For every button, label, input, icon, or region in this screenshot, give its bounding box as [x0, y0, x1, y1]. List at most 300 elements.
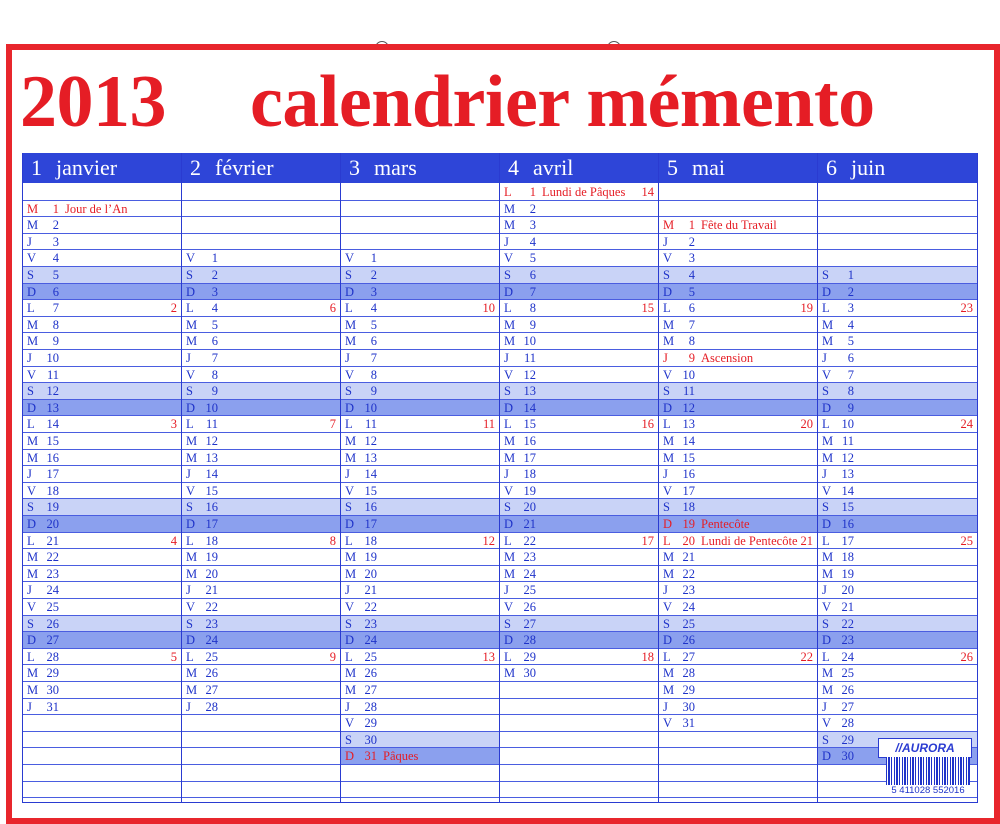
- day-letter: D: [663, 633, 673, 648]
- day-letter: J: [345, 467, 350, 482]
- month-name: février: [215, 155, 274, 180]
- month-column: [818, 153, 977, 802]
- day-number: 15: [364, 483, 377, 498]
- day-letter: M: [663, 666, 675, 681]
- day-number: 30: [682, 699, 695, 714]
- day-letter: M: [186, 450, 198, 465]
- day-letter: S: [186, 500, 193, 515]
- day-number: 2: [370, 268, 377, 282]
- day-number: 2: [211, 268, 218, 282]
- day-number: 19: [682, 517, 695, 531]
- day-row: [818, 400, 977, 417]
- day-number: 12: [682, 400, 695, 415]
- day-letter: M: [27, 450, 39, 465]
- day-row: [341, 599, 499, 616]
- day-number: 1: [370, 251, 377, 266]
- day-number: 12: [841, 450, 854, 465]
- day-number: 15: [205, 483, 218, 498]
- day-row: [341, 317, 499, 334]
- day-letter: S: [27, 268, 34, 282]
- week-number: 15: [641, 301, 654, 316]
- day-number: 3: [688, 251, 695, 266]
- day-row: [500, 350, 658, 367]
- day-row: [182, 649, 340, 666]
- holiday-label: Fête du Travail: [701, 218, 777, 233]
- day-number: 1: [211, 251, 218, 266]
- day-number: 19: [523, 483, 536, 498]
- day-row: [500, 466, 658, 483]
- day-number: 17: [841, 533, 854, 548]
- day-number: 24: [205, 633, 218, 648]
- day-number: 9: [688, 351, 695, 365]
- day-number: 16: [523, 434, 536, 448]
- day-number: 7: [529, 284, 536, 299]
- day-row: [500, 333, 658, 350]
- day-letter: D: [27, 517, 37, 531]
- day-number: 14: [841, 483, 854, 498]
- day-row: [500, 632, 658, 649]
- day-letter: D: [822, 284, 832, 299]
- day-number: 12: [364, 434, 377, 448]
- day-number: 10: [523, 334, 536, 349]
- day-letter: D: [345, 517, 355, 531]
- day-row: [818, 416, 977, 433]
- day-letter: J: [663, 467, 668, 482]
- day-letter: M: [345, 666, 357, 681]
- day-letter: L: [345, 649, 353, 664]
- holiday-label: Lundi de Pâques: [542, 185, 626, 199]
- day-number: 13: [682, 417, 695, 432]
- day-number: 25: [682, 616, 695, 631]
- day-row: [659, 300, 817, 317]
- day-number: 23: [205, 616, 218, 631]
- day-row: [341, 350, 499, 367]
- day-row: [818, 300, 977, 317]
- month-column: [500, 153, 659, 802]
- day-number: 13: [841, 467, 854, 482]
- day-row: [341, 665, 499, 682]
- day-letter: V: [186, 367, 196, 382]
- day-number: 28: [364, 699, 377, 714]
- day-letter: M: [186, 566, 198, 581]
- day-letter: M: [504, 334, 516, 349]
- month-name: avril: [533, 155, 574, 180]
- day-letter: S: [27, 384, 34, 399]
- week-number: 19: [800, 301, 813, 316]
- month-column: [23, 153, 182, 802]
- day-number: 4: [688, 268, 695, 282]
- day-letter: M: [27, 317, 39, 332]
- day-number: 22: [205, 600, 218, 614]
- day-row: [182, 217, 340, 234]
- day-row: [182, 533, 340, 550]
- day-row: [500, 400, 658, 417]
- day-number: 18: [364, 533, 377, 548]
- day-row: [818, 715, 977, 732]
- day-number: 29: [841, 732, 854, 747]
- day-letter: S: [504, 500, 511, 515]
- day-row: [500, 450, 658, 467]
- day-letter: M: [504, 450, 516, 465]
- month-name: mai: [692, 155, 725, 180]
- day-row: [659, 483, 817, 500]
- day-number: 17: [205, 517, 218, 531]
- day-number: 6: [52, 284, 59, 299]
- day-row: [500, 250, 658, 267]
- day-letter: V: [504, 483, 514, 498]
- day-row: [341, 250, 499, 267]
- day-row: [182, 450, 340, 467]
- week-number: 10: [482, 301, 495, 316]
- day-row: [182, 616, 340, 633]
- day-row: [341, 732, 499, 749]
- day-letter: S: [504, 268, 511, 282]
- week-number: 26: [960, 649, 973, 664]
- day-number: 25: [523, 583, 536, 598]
- day-number: 11: [682, 384, 695, 399]
- day-number: 29: [682, 683, 695, 697]
- day-letter: L: [663, 533, 671, 548]
- day-letter: S: [27, 616, 34, 631]
- day-row: [659, 533, 817, 550]
- day-number: 1: [688, 218, 695, 233]
- day-number: 18: [841, 550, 854, 565]
- day-letter: V: [27, 600, 37, 614]
- day-letter: L: [504, 533, 512, 548]
- day-row: [23, 317, 181, 334]
- day-letter: M: [186, 666, 198, 681]
- day-letter: M: [504, 201, 516, 216]
- day-number: 7: [52, 301, 59, 316]
- day-number: 17: [364, 517, 377, 531]
- day-letter: J: [504, 234, 509, 249]
- day-number: 19: [46, 500, 59, 515]
- day-letter: D: [663, 517, 673, 531]
- day-number: 11: [205, 417, 218, 432]
- day-row: [659, 416, 817, 433]
- day-letter: V: [186, 483, 196, 498]
- day-row: [341, 549, 499, 566]
- day-row: [659, 184, 817, 201]
- day-letter: V: [663, 367, 673, 382]
- day-row: [818, 516, 977, 533]
- day-number: 18: [205, 533, 218, 548]
- day-letter: S: [822, 384, 829, 399]
- month-column: [182, 153, 341, 802]
- page-title: [20, 62, 875, 142]
- day-number: 7: [370, 351, 377, 365]
- day-letter: M: [822, 550, 834, 565]
- day-row: [818, 250, 977, 267]
- day-number: 21: [682, 550, 695, 565]
- day-row: [182, 267, 340, 284]
- day-letter: M: [663, 317, 675, 332]
- day-row: [500, 765, 658, 782]
- day-number: 23: [682, 583, 695, 598]
- day-row: [182, 682, 340, 699]
- day-letter: L: [27, 533, 35, 548]
- day-row: [500, 748, 658, 765]
- week-number: 5: [170, 649, 177, 664]
- day-letter: S: [663, 616, 670, 631]
- day-row: [341, 284, 499, 301]
- day-letter: S: [27, 500, 34, 515]
- day-number: 2: [529, 201, 536, 216]
- day-number: 29: [523, 649, 536, 664]
- day-letter: D: [663, 400, 673, 415]
- day-row: [23, 782, 181, 799]
- day-row: [341, 715, 499, 732]
- day-letter: M: [345, 334, 357, 349]
- day-letter: D: [345, 400, 355, 415]
- day-number: 20: [46, 517, 59, 531]
- day-number: 28: [841, 716, 854, 731]
- day-row: [500, 367, 658, 384]
- day-letter: L: [663, 417, 671, 432]
- day-number: 29: [46, 666, 59, 681]
- day-letter: M: [345, 450, 357, 465]
- day-letter: D: [345, 633, 355, 648]
- day-number: 11: [46, 367, 59, 382]
- day-number: 23: [523, 550, 536, 565]
- day-letter: L: [186, 417, 194, 432]
- day-letter: V: [345, 600, 355, 614]
- day-row: [23, 748, 181, 765]
- day-letter: L: [27, 301, 35, 316]
- day-row: [500, 483, 658, 500]
- day-number: 9: [529, 317, 536, 332]
- day-row: [182, 300, 340, 317]
- day-letter: M: [27, 566, 39, 581]
- day-row: [818, 350, 977, 367]
- day-number: 20: [841, 583, 854, 598]
- day-number: 27: [46, 633, 59, 648]
- day-row: [500, 267, 658, 284]
- day-number: 26: [46, 616, 59, 631]
- day-row: [818, 217, 977, 234]
- month-header: [500, 153, 658, 183]
- day-number: 24: [682, 600, 695, 614]
- day-row: [23, 433, 181, 450]
- day-letter: V: [504, 600, 514, 614]
- day-letter: J: [27, 234, 32, 249]
- day-number: 30: [523, 666, 536, 681]
- day-number: 10: [364, 400, 377, 415]
- day-letter: S: [186, 384, 193, 399]
- day-letter: J: [27, 467, 32, 482]
- day-letter: V: [663, 483, 673, 498]
- day-row: [659, 450, 817, 467]
- day-row: [182, 333, 340, 350]
- day-row: [818, 649, 977, 666]
- month-number: 6: [826, 155, 837, 180]
- day-row: [23, 400, 181, 417]
- day-number: 9: [52, 334, 59, 349]
- month-number: 2: [190, 155, 201, 180]
- day-number: 2: [52, 218, 59, 233]
- day-row: [341, 566, 499, 583]
- day-number: 10: [205, 400, 218, 415]
- day-row: [341, 217, 499, 234]
- day-letter: L: [186, 649, 194, 664]
- week-number: 8: [329, 533, 336, 548]
- day-row: [182, 782, 340, 799]
- month-name: juin: [851, 155, 886, 180]
- day-letter: M: [27, 550, 39, 565]
- day-row: [341, 383, 499, 400]
- day-letter: L: [27, 649, 35, 664]
- day-number: 8: [370, 367, 377, 382]
- day-row: [659, 765, 817, 782]
- month-header: [23, 153, 181, 183]
- day-row: [659, 217, 817, 234]
- day-number: 18: [682, 500, 695, 515]
- day-row: [659, 566, 817, 583]
- day-number: 29: [364, 716, 377, 731]
- day-row: [182, 748, 340, 765]
- day-letter: V: [345, 251, 355, 266]
- day-number: 20: [523, 500, 536, 515]
- day-number: 6: [370, 334, 377, 349]
- day-number: 22: [46, 550, 59, 565]
- day-number: 22: [841, 616, 854, 631]
- day-letter: M: [822, 450, 834, 465]
- day-letter: V: [822, 716, 832, 731]
- day-letter: L: [822, 301, 830, 316]
- day-letter: J: [822, 351, 827, 365]
- day-row: [341, 201, 499, 218]
- day-letter: J: [822, 583, 827, 598]
- day-number: 5: [211, 317, 218, 332]
- day-number: 8: [529, 301, 536, 316]
- day-number: 17: [523, 450, 536, 465]
- day-letter: V: [186, 251, 196, 266]
- day-number: 1: [52, 201, 59, 216]
- aurora-logo: //AURORA: [878, 738, 972, 758]
- day-number: 1: [847, 268, 854, 282]
- day-row: [341, 300, 499, 317]
- day-row: [659, 267, 817, 284]
- day-letter: L: [504, 301, 512, 316]
- day-letter: M: [504, 317, 516, 332]
- day-number: 31: [46, 699, 59, 714]
- day-letter: J: [504, 351, 509, 365]
- day-row: [341, 234, 499, 251]
- week-number: 3: [170, 417, 177, 432]
- week-number: 9: [329, 649, 336, 664]
- day-letter: J: [345, 351, 350, 365]
- day-letter: D: [345, 749, 355, 764]
- day-letter: D: [186, 284, 196, 299]
- day-letter: M: [504, 218, 516, 233]
- day-row: [818, 234, 977, 251]
- day-row: [341, 267, 499, 284]
- day-letter: J: [186, 351, 191, 365]
- day-number: 13: [46, 400, 59, 415]
- day-row: [818, 450, 977, 467]
- day-row: [500, 317, 658, 334]
- month-number: 4: [508, 155, 519, 180]
- day-row: [23, 599, 181, 616]
- day-row: [23, 284, 181, 301]
- day-row: [23, 217, 181, 234]
- day-letter: S: [186, 268, 193, 282]
- day-number: 5: [370, 317, 377, 332]
- week-number: 21: [800, 533, 813, 548]
- day-letter: M: [822, 666, 834, 681]
- day-letter: D: [822, 633, 832, 648]
- day-letter: J: [663, 699, 668, 714]
- day-number: 8: [847, 384, 854, 399]
- holiday-label: Ascension: [701, 351, 754, 365]
- day-number: 16: [364, 500, 377, 515]
- day-letter: S: [345, 500, 352, 515]
- day-number: 26: [682, 633, 695, 648]
- day-number: 14: [682, 434, 695, 448]
- day-number: 13: [523, 384, 536, 399]
- day-row: [659, 665, 817, 682]
- day-letter: J: [27, 351, 32, 365]
- day-letter: J: [504, 467, 509, 482]
- day-letter: J: [27, 583, 32, 598]
- day-row: [182, 383, 340, 400]
- day-letter: L: [504, 649, 512, 664]
- day-row: [23, 582, 181, 599]
- day-letter: J: [186, 699, 191, 714]
- day-letter: M: [504, 550, 516, 565]
- day-number: 2: [847, 284, 854, 299]
- day-row: [500, 533, 658, 550]
- day-number: 20: [364, 566, 377, 581]
- barcode-number: 5 411028 552016: [880, 785, 976, 796]
- holiday-label: Lundi de Pentecôte: [701, 533, 798, 548]
- day-row: [818, 632, 977, 649]
- day-row: [23, 665, 181, 682]
- day-number: 21: [46, 533, 59, 548]
- day-letter: M: [663, 550, 675, 565]
- week-number: 6: [329, 301, 336, 316]
- day-row: [659, 234, 817, 251]
- day-letter: M: [663, 566, 675, 581]
- day-row: [818, 599, 977, 616]
- day-row: [818, 582, 977, 599]
- day-row: [182, 350, 340, 367]
- day-letter: M: [822, 434, 834, 448]
- day-letter: D: [504, 633, 514, 648]
- day-row: [182, 250, 340, 267]
- day-number: 26: [523, 600, 536, 614]
- day-row: [500, 599, 658, 616]
- day-row: [341, 582, 499, 599]
- week-number: 11: [482, 417, 495, 432]
- week-number: 20: [800, 417, 813, 432]
- day-row: [659, 250, 817, 267]
- day-row: [500, 284, 658, 301]
- day-row: [341, 499, 499, 516]
- day-row: [23, 682, 181, 699]
- day-letter: D: [663, 284, 673, 299]
- day-row: [182, 582, 340, 599]
- day-row: [659, 715, 817, 732]
- day-number: 19: [841, 566, 854, 581]
- day-letter: M: [345, 434, 357, 448]
- day-row: [182, 284, 340, 301]
- day-letter: D: [27, 400, 37, 415]
- day-letter: S: [663, 500, 670, 515]
- day-letter: V: [822, 483, 832, 498]
- week-number: 17: [641, 533, 654, 548]
- day-letter: L: [663, 301, 671, 316]
